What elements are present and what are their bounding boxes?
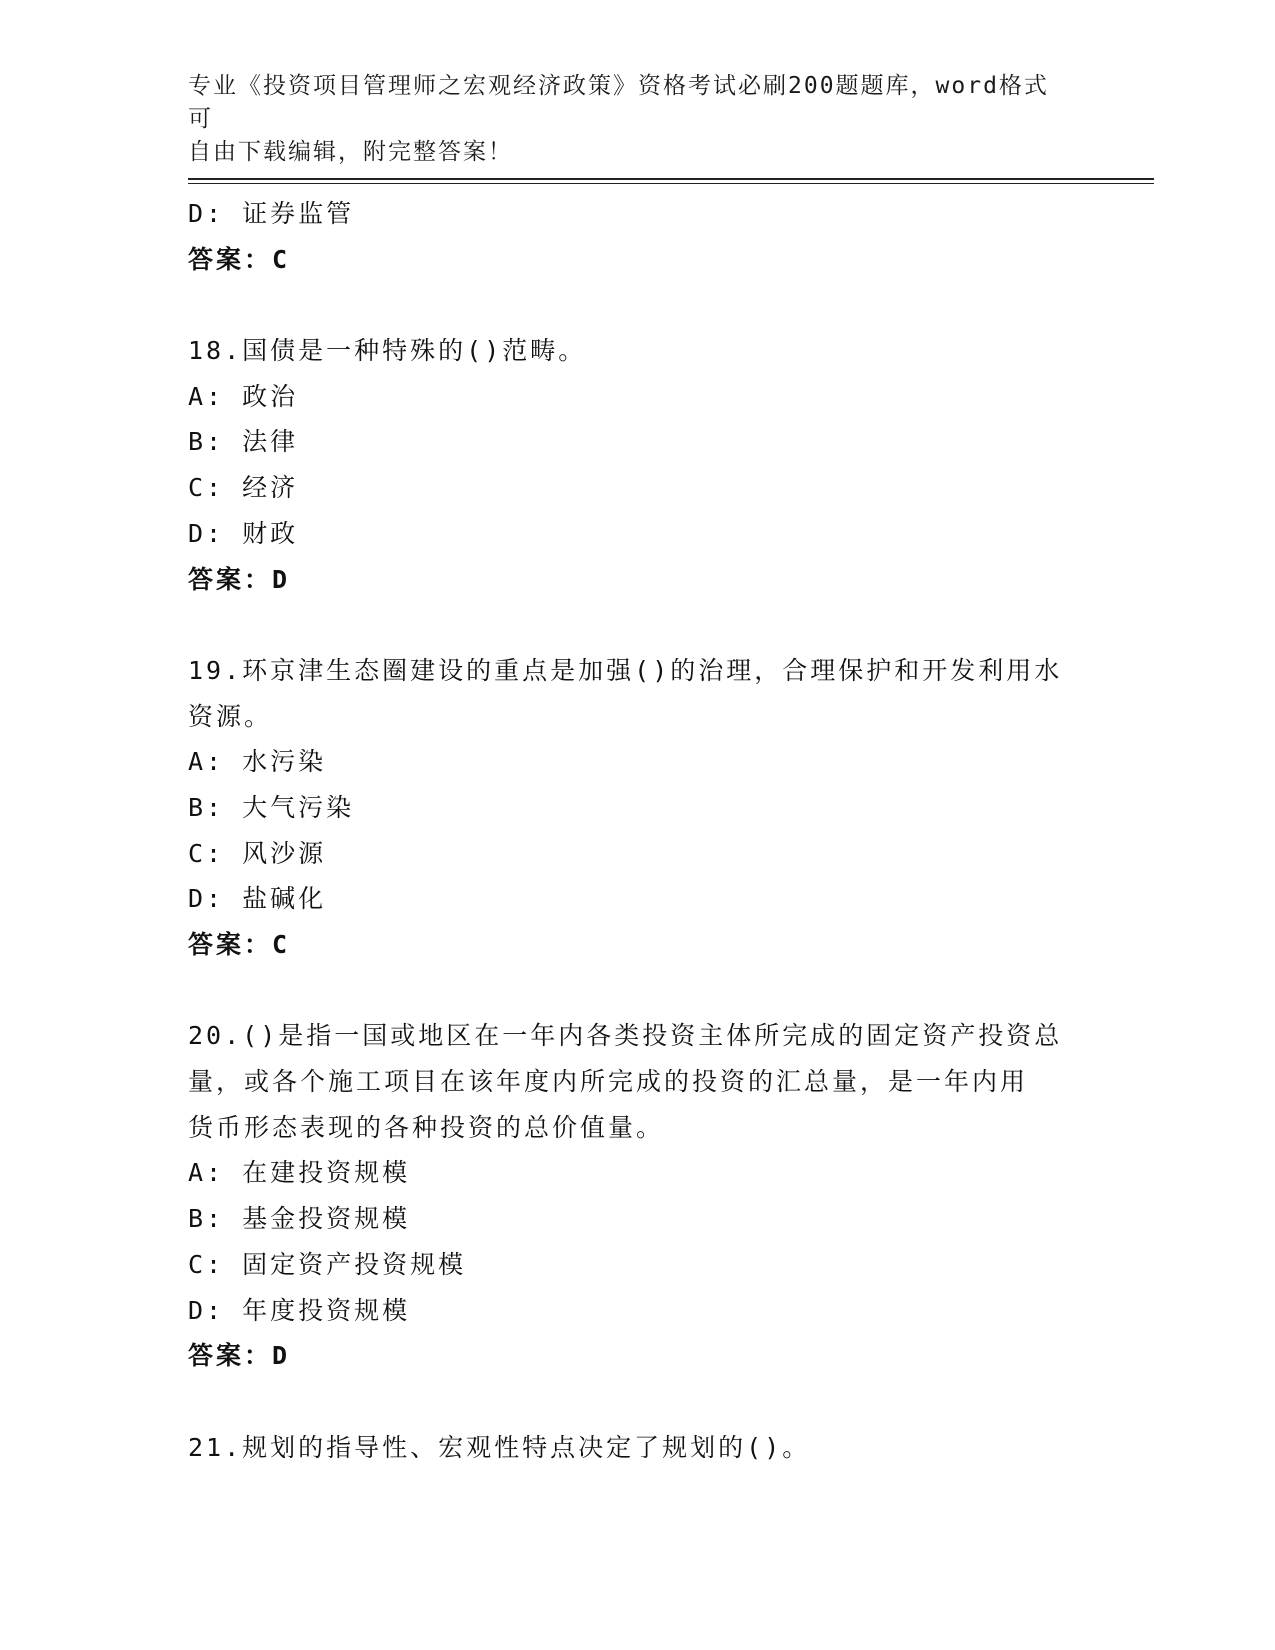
option-d: D: 年度投资规模	[188, 1295, 411, 1325]
option-a: A: 政治	[188, 381, 299, 411]
carryover-answer: 答案：C	[188, 244, 291, 274]
question-stem: 21.规划的指导性、宏观性特点决定了规划的()。	[188, 1432, 811, 1462]
answer: 答案：D	[188, 1341, 291, 1371]
header-divider-thin	[188, 183, 1154, 184]
question-stem: 18.国债是一种特殊的()范畴。	[188, 336, 587, 366]
document-header	[188, 70, 1068, 169]
question-21	[188, 1425, 1088, 1471]
carryover-option-d: D: 证券监管	[188, 199, 355, 228]
header-line-2: 自由下载编辑，附完整答案！	[188, 139, 513, 165]
spacer	[188, 282, 1088, 328]
option-b: B: 基金投资规模	[188, 1204, 411, 1234]
option-a: A: 在建投资规模	[188, 1158, 411, 1188]
option-c: C: 固定资产投资规模	[188, 1249, 467, 1279]
question-18	[188, 328, 1088, 602]
question-19	[188, 648, 1088, 968]
option-d: D: 盐碱化	[188, 884, 327, 914]
question-list	[188, 191, 1088, 1470]
answer: 答案：D	[188, 564, 291, 594]
option-d: D: 财政	[188, 518, 299, 548]
question-stem-line-1: 20.()是指一国或地区在一年内各类投资主体所完成的固定资产投资总	[188, 1021, 1063, 1051]
spacer	[188, 602, 1088, 648]
option-c: C: 风沙源	[188, 838, 327, 868]
question-20	[188, 1013, 1088, 1379]
option-b: B: 法律	[188, 427, 299, 457]
question-stem-line-2: 量，或各个施工项目在该年度内所完成的投资的汇总量，是一年内用	[188, 1067, 1029, 1097]
header-line-1: 专业《投资项目管理师之宏观经济政策》资格考试必刷200题题库，word格式可	[188, 73, 1049, 132]
question-stem-line-1: 19.环京津生态圈建设的重点是加强()的治理，合理保护和开发利用水	[188, 655, 1063, 685]
spacer	[188, 968, 1088, 1014]
spacer	[188, 1379, 1088, 1425]
question-stem-line-2: 资源。	[188, 701, 273, 731]
header-divider-thick	[188, 178, 1154, 180]
option-c: C: 经济	[188, 473, 299, 503]
option-b: B: 大气污染	[188, 792, 355, 822]
answer: 答案：C	[188, 930, 291, 959]
question-stem-line-3: 货币形态表现的各种投资的总价值量。	[188, 1112, 665, 1142]
option-a: A: 水污染	[188, 747, 327, 777]
